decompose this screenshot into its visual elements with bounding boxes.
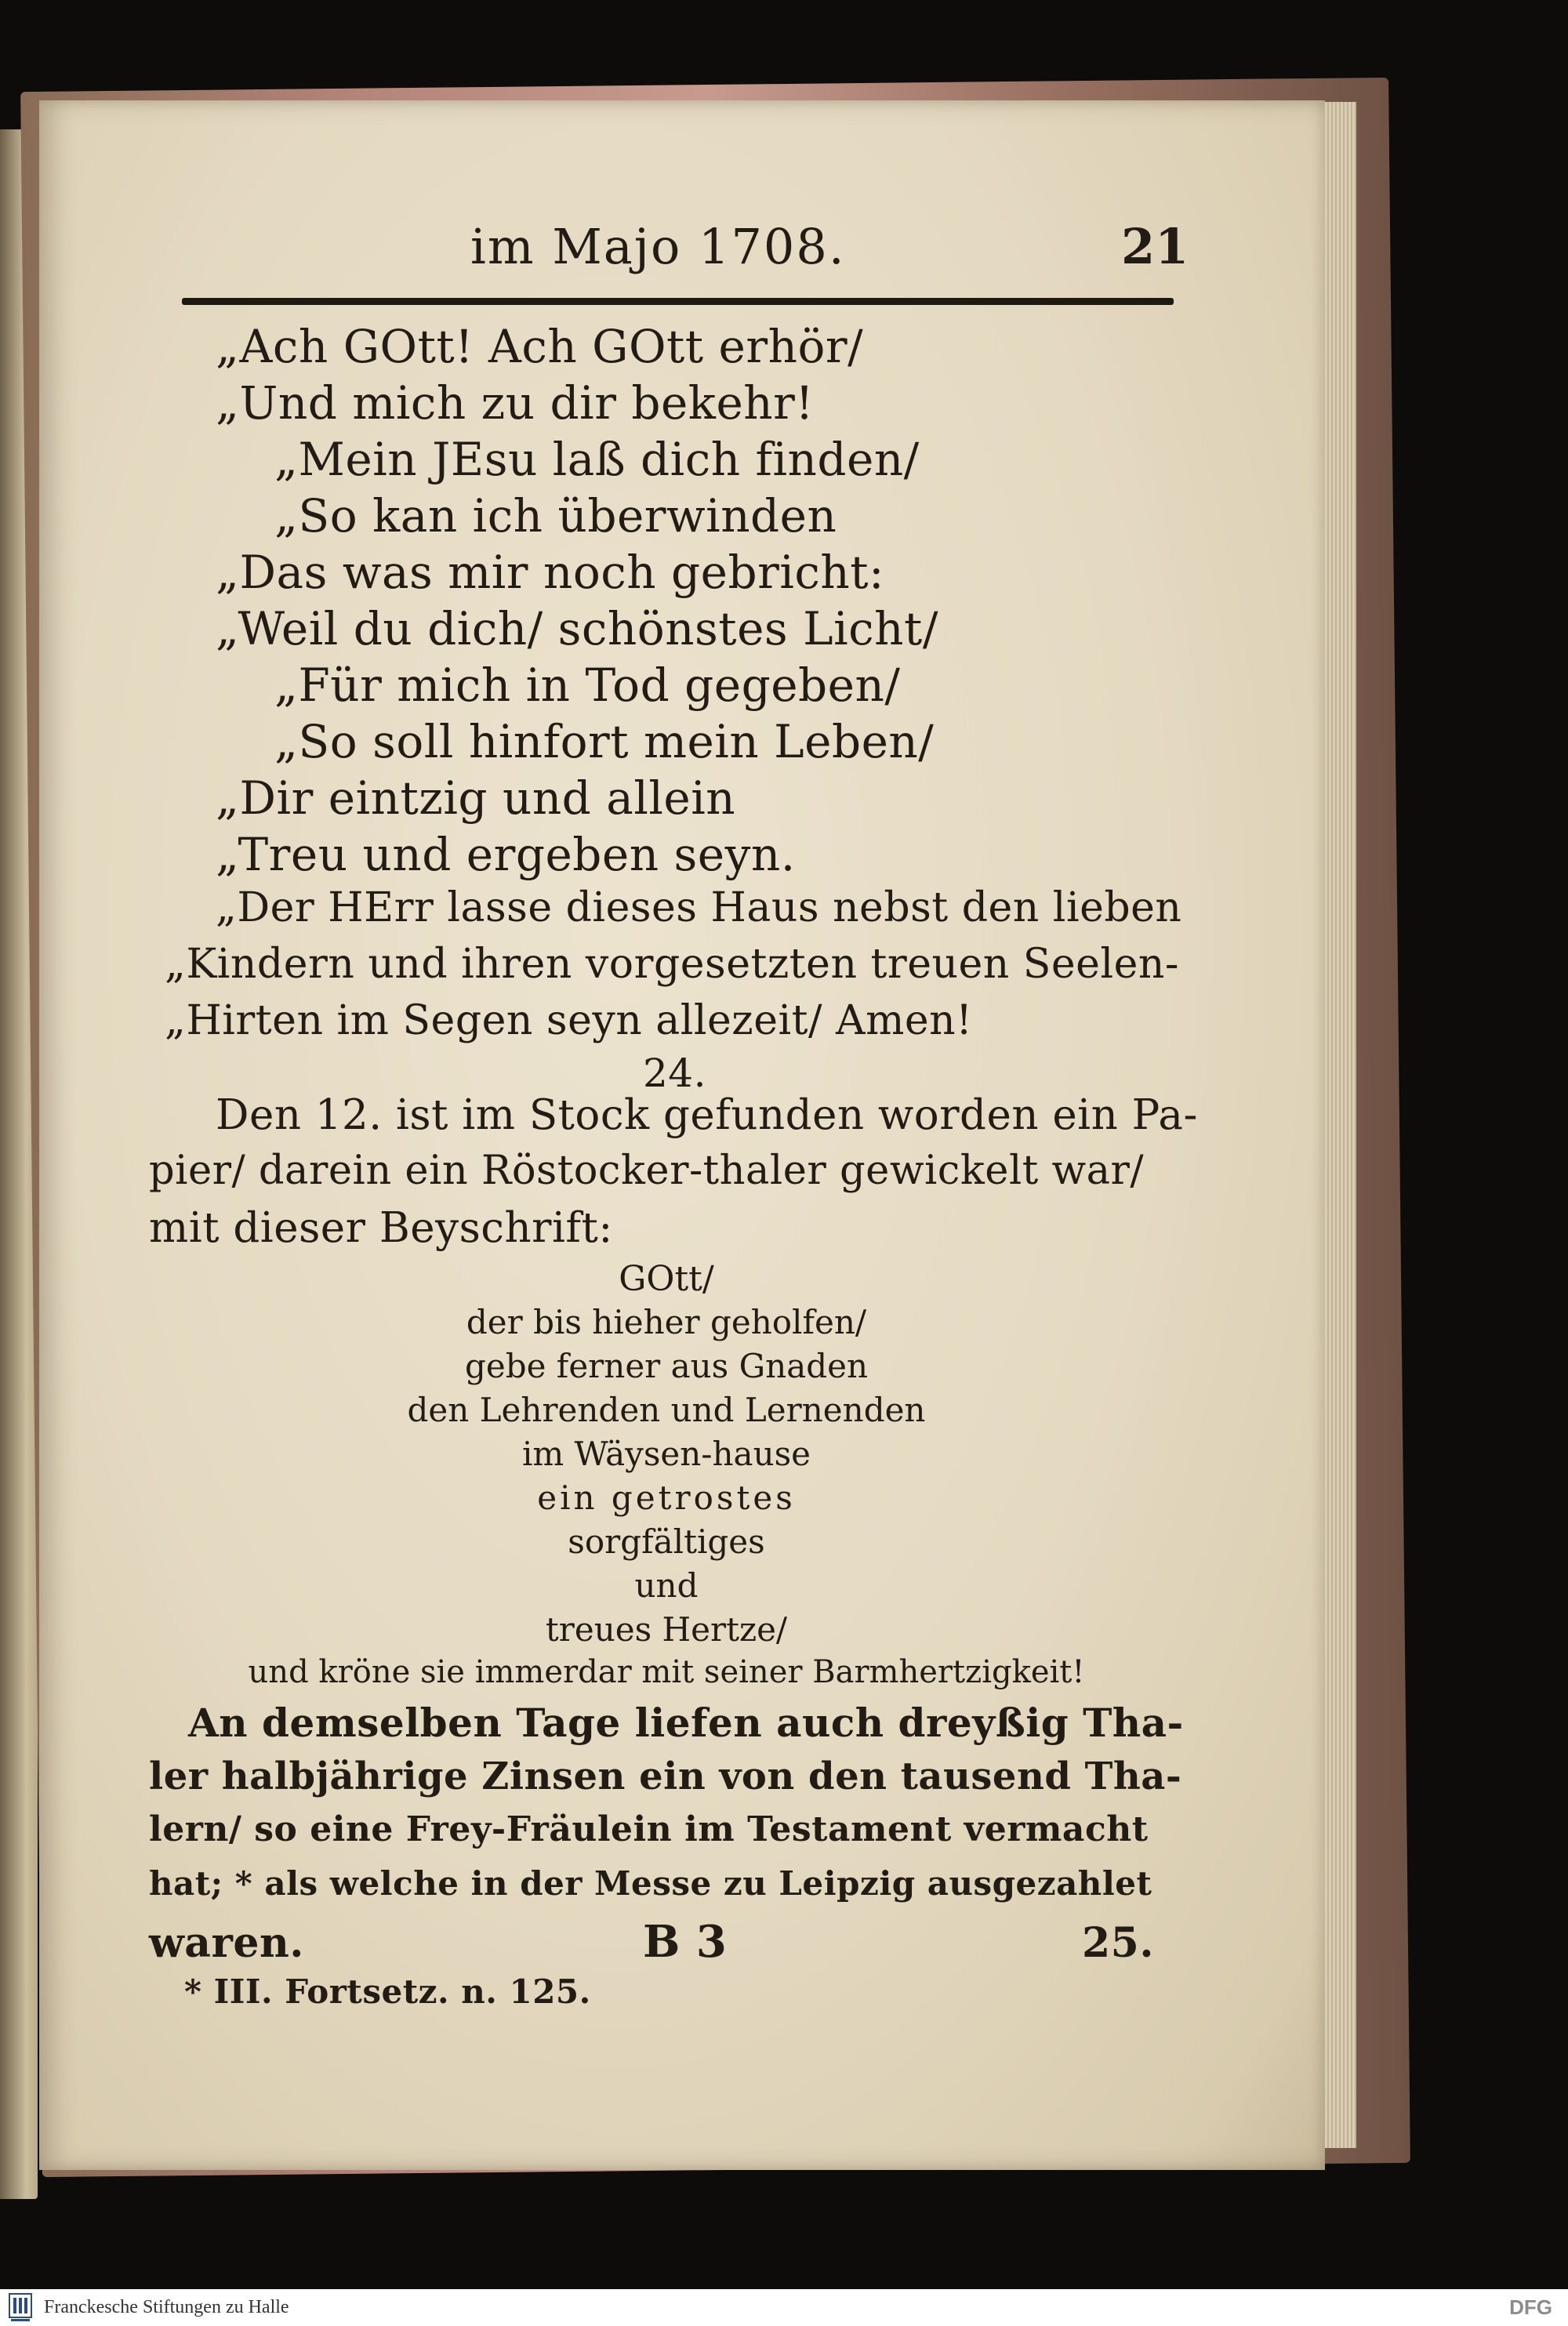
running-header: im Majo 1708.	[470, 218, 846, 275]
inscription-line: ein getrostes	[537, 1479, 796, 1517]
institution-logo-icon	[6, 2292, 34, 2323]
closing-line: An demselben Tage liefen auch dreyßig Tha-	[188, 1700, 1184, 1746]
inscription-line: im Wäysen-hause	[521, 1435, 811, 1473]
viewer-footer	[0, 2289, 1568, 2326]
hymn-line: „Ach GOtt! Ach GOtt erhör/	[216, 320, 864, 373]
inscription-line: gebe ferner aus Gnaden	[464, 1347, 869, 1385]
signature-mark: B 3	[643, 1916, 728, 1968]
closing-line: waren.	[149, 1919, 304, 1967]
catchword: 25.	[1082, 1919, 1154, 1967]
institution-name: Franckesche Stiftungen zu Halle	[44, 2297, 289, 2317]
closing-line: ler halbjährige Zinsen ein von den tausend Tha-	[149, 1754, 1182, 1798]
paragraph-line: Den 12. ist im Stock gefunden worden ein Pa-	[216, 1091, 1198, 1139]
hymn-line: „Dir eintzig und allein	[216, 771, 736, 825]
inscription-line: und	[634, 1566, 699, 1605]
inscription-line: der bis hieher geholfen/	[466, 1303, 867, 1341]
hymn-line: „Hirten im Segen seyn allezeit/ Amen!	[165, 997, 973, 1044]
hymn-line: „Treu und ergeben seyn.	[216, 828, 796, 881]
inscription-line: GOtt/	[619, 1259, 714, 1299]
hymn-line: „Und mich zu dir bekehr!	[216, 376, 815, 430]
inscription-line: und kröne sie immerdar mit seiner Barmhertzigkeit!	[248, 1654, 1085, 1690]
hymn-line: „So kan ich überwinden	[274, 489, 837, 542]
hymn-line: „Das was mir noch gebricht:	[216, 546, 885, 599]
inscription-line: den Lehrenden und Lernenden	[407, 1391, 926, 1429]
paragraph-line: mit dieser Beyschrift:	[149, 1204, 613, 1252]
closing-line: hat; * als welche in der Messe zu Leipzig ausgezahlet	[149, 1864, 1152, 1903]
inscription-line: sorgfältiges	[568, 1522, 765, 1561]
paragraph-line: pier/ darein ein Röstocker-thaler gewickelt war/	[149, 1148, 1145, 1194]
closing-line: lern/ so eine Frey-Fräulein im Testament vermacht	[149, 1809, 1149, 1849]
inscription-line: treues Hertze/	[545, 1610, 788, 1649]
dfg-logo: DFG	[1509, 2295, 1552, 2319]
book-page	[39, 100, 1325, 2170]
hymn-line: „Weil du dich/ schönstes Licht/	[216, 602, 938, 655]
page-number: 21	[1121, 218, 1189, 275]
hymn-line: „Mein JEsu laß dich finden/	[274, 433, 920, 486]
footnote: * III. Fortsetz. n. 125.	[184, 1972, 591, 2011]
hymn-line: „Der HErr lasse dieses Haus nebst den lieben	[216, 884, 1182, 931]
header-rule	[182, 298, 1174, 305]
hymn-line: „Kindern und ihren vorgesetzten treuen Seelen-	[165, 941, 1179, 988]
hymn-line: „Für mich in Tod gegeben/	[274, 659, 901, 712]
section-number: 24.	[643, 1051, 707, 1096]
hymn-line: „So soll hinfort mein Leben/	[274, 715, 935, 768]
